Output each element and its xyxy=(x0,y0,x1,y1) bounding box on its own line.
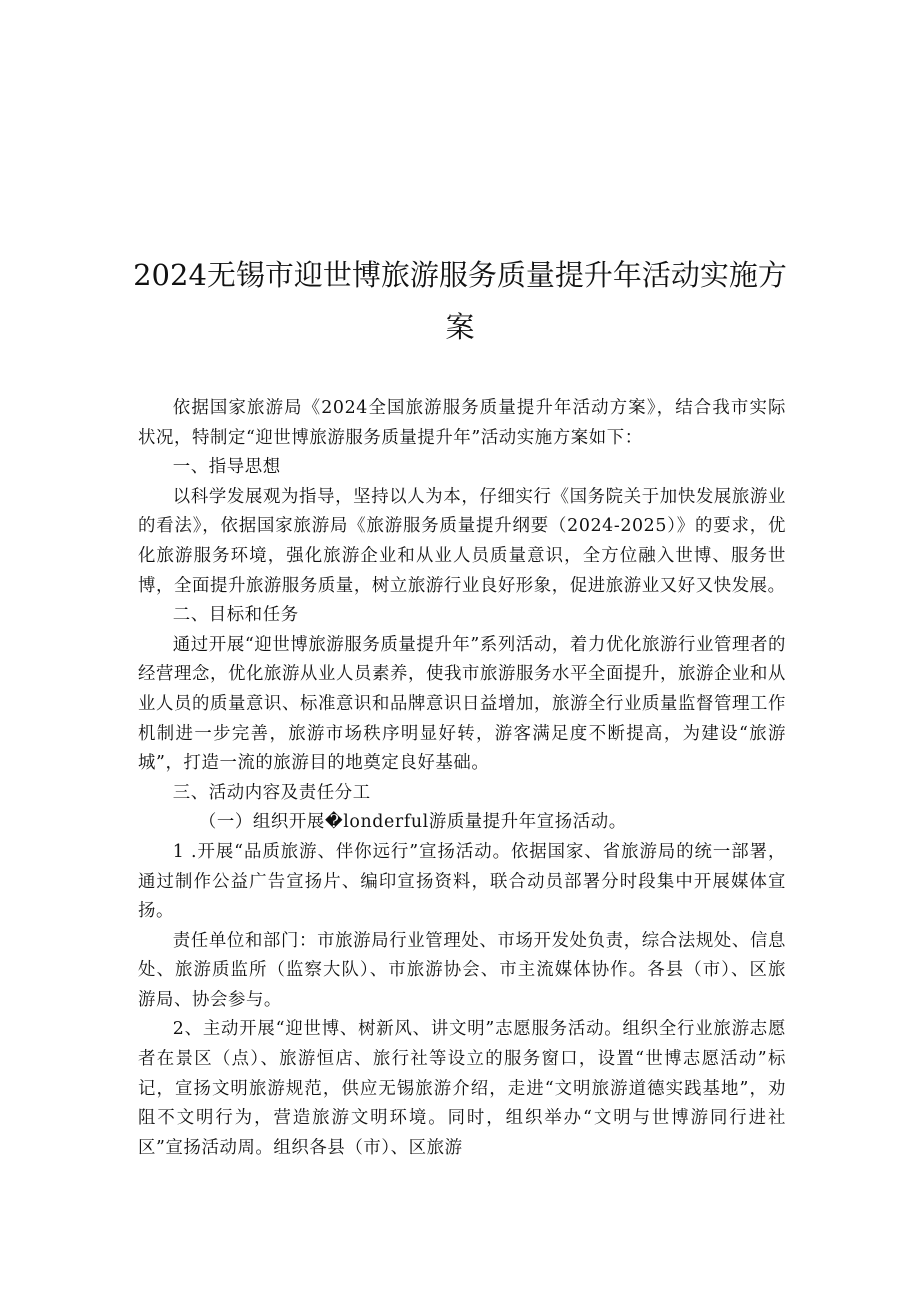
section-heading-goals-tasks: 二、目标和任务 xyxy=(172,605,299,626)
document-title-line-1: 2024无锡市迎世博旅游服务质量提升年活动实施方 xyxy=(133,258,787,292)
activity-item-2: 2、主动开展“迎世博、树新风、讲文明”志愿服务活动。组织全行业旅游志愿者在景区（点）、旅游恒店、旅行社等设立的服务窗口，设置“世博志愿活动”标记，宣扬文明旅游规范，供应无锡旅游介绍，走进“文明旅游道德实践基地”，劝阻不文明行为，营造旅游文明环境。同时，组织举办“文明与世博游同行进社区”宣扬活动周。组织各县（市）、区旅游 xyxy=(138,1019,786,1158)
responsibility-paragraph: 责任单位和部门：市旅游局行业管理处、市场开发处负责，综合法规处、信息处、旅游质监所（监察大队）、市旅游协会、市主流媒体协作。各县（市）、区旅游局、协会参与。 xyxy=(138,930,786,1010)
document-body xyxy=(138,394,786,1163)
subsection-heading-1: （一）组织开展�londerful游质量提升年宣扬活动。 xyxy=(198,812,627,833)
activity-item-1: 1 .开展“品质旅游、伴你远行”宣扬活动。依据国家、省旅游局的统一部署，通过制作公益广告宣扬片、编印宣扬资料，联合动员部署分时段集中开展媒体宣扬。 xyxy=(138,841,786,922)
goals-tasks-paragraph: 通过开展“迎世博旅游服务质量提升年”系列活动，着力优化旅游行业管理者的经营理念，优化旅游从业人员素养，使我市旅游服务水平全面提升，旅游企业和从业人员的质量意识、标准意识和品牌意识日益增加，旅游全行业质量监督管理工作机制进一步完善，旅游市场秩序明显好转，游客满足度不断提高，为建设“旅游城”，打造一流的旅游目的地奠定良好基础。 xyxy=(138,634,786,774)
document-title-line-2: 案 xyxy=(445,310,475,344)
intro-paragraph: 依据国家旅游局《2024全国旅游服务质量提升年活动方案》，结合我市实际状况，特制定“迎世博旅游服务质量提升年”活动实施方案如下： xyxy=(138,398,786,448)
guiding-ideology-paragraph: 以科学发展观为指导，坚持以人为本，仔细实行《国务院关于加快发展旅游业的看法》，依据国家旅游局《旅游服务质量提升纲要（2024-2025）》的要求，优化旅游服务环境，强化旅游企业和从业人员质量意识，全方位融入世博、服务世博，全面提升旅游服务质量，树立旅游行业良好形象，促进旅游业又好又快发展。 xyxy=(138,486,786,596)
section-heading-activities: 三、活动内容及责任分工 xyxy=(172,782,371,803)
section-heading-guiding-ideology: 一、指导思想 xyxy=(172,457,281,478)
